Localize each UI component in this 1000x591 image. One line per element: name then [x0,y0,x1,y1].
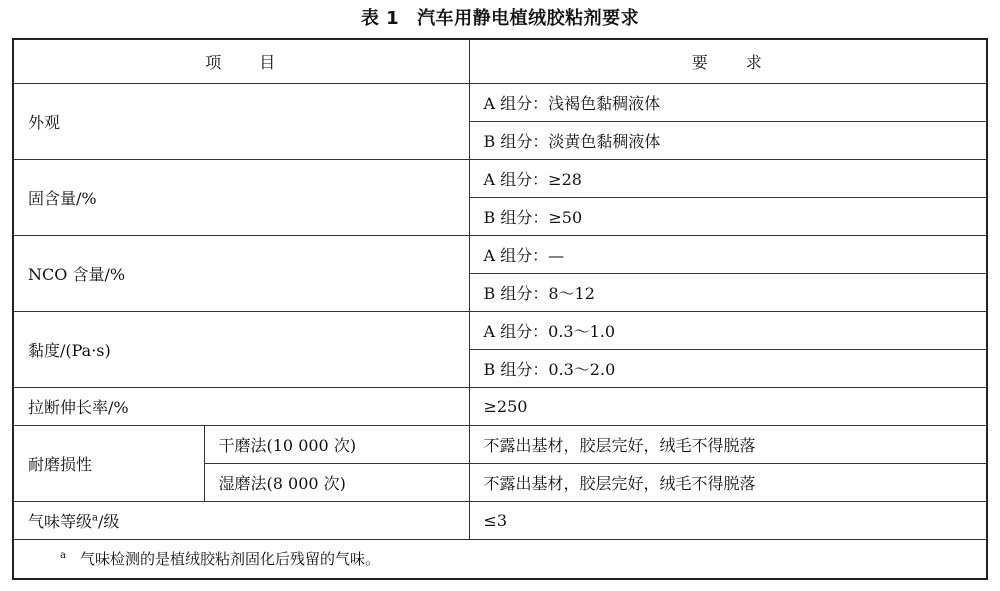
req-abrasion-wet: 不露出基材，胶层完好，绒毛不得脱落 [469,463,987,501]
table-row [13,425,987,463]
item-odor-label: 气味等级 [28,511,93,531]
item-abrasion: 耐磨损性 [13,425,204,501]
requirements-table [12,38,988,580]
header-row [13,39,987,83]
table-title [0,6,1000,32]
footnote [13,539,987,579]
req-viscosity-b: B 组分：0.3～2.0 [469,349,987,387]
table-row [13,311,987,349]
footnote-marker: a [60,550,66,562]
req-nco-content-b: B 组分：8～12 [469,273,987,311]
abrasion-method-dry: 干磨法(10 000 次) [204,425,469,463]
req-solid-content-a: A 组分：≥28 [469,159,987,197]
req-elongation: ≥250 [469,387,987,425]
req-viscosity-a: A 组分：0.3～1.0 [469,311,987,349]
table-row [13,235,987,273]
abrasion-method-wet: 湿磨法(8 000 次) [204,463,469,501]
table-number: 表 1 [360,8,400,29]
item-nco-content: NCO 含量/% [13,235,469,311]
header-item: 项 目 [13,39,469,83]
footnote-text: 气味检测的是植绒胶粘剂固化后残留的气味。 [79,550,380,569]
table-row [13,501,987,539]
item-viscosity: 黏度/(Pa·s) [13,311,469,387]
req-solid-content-b: B 组分：≥50 [469,197,987,235]
table-title-text: 汽车用静电植绒胶粘剂要求 [417,8,640,29]
req-nco-content-a: A 组分：— [469,235,987,273]
item-solid-content: 固含量/% [13,159,469,235]
item-appearance: 外观 [13,83,469,159]
footnote-ref: a [92,512,98,524]
item-odor-unit: /级 [97,511,120,531]
table-row [13,387,987,425]
header-requirement: 要 求 [469,39,987,83]
req-abrasion-dry: 不露出基材，胶层完好，绒毛不得脱落 [469,425,987,463]
footnote-row [13,539,987,579]
item-odor [13,501,469,539]
req-appearance-a: A 组分：浅褐色黏稠液体 [469,83,987,121]
table-row [13,159,987,197]
req-odor: ≤3 [469,501,987,539]
table-row [13,83,987,121]
req-appearance-b: B 组分：淡黄色黏稠液体 [469,121,987,159]
item-elongation: 拉断伸长率/% [13,387,469,425]
